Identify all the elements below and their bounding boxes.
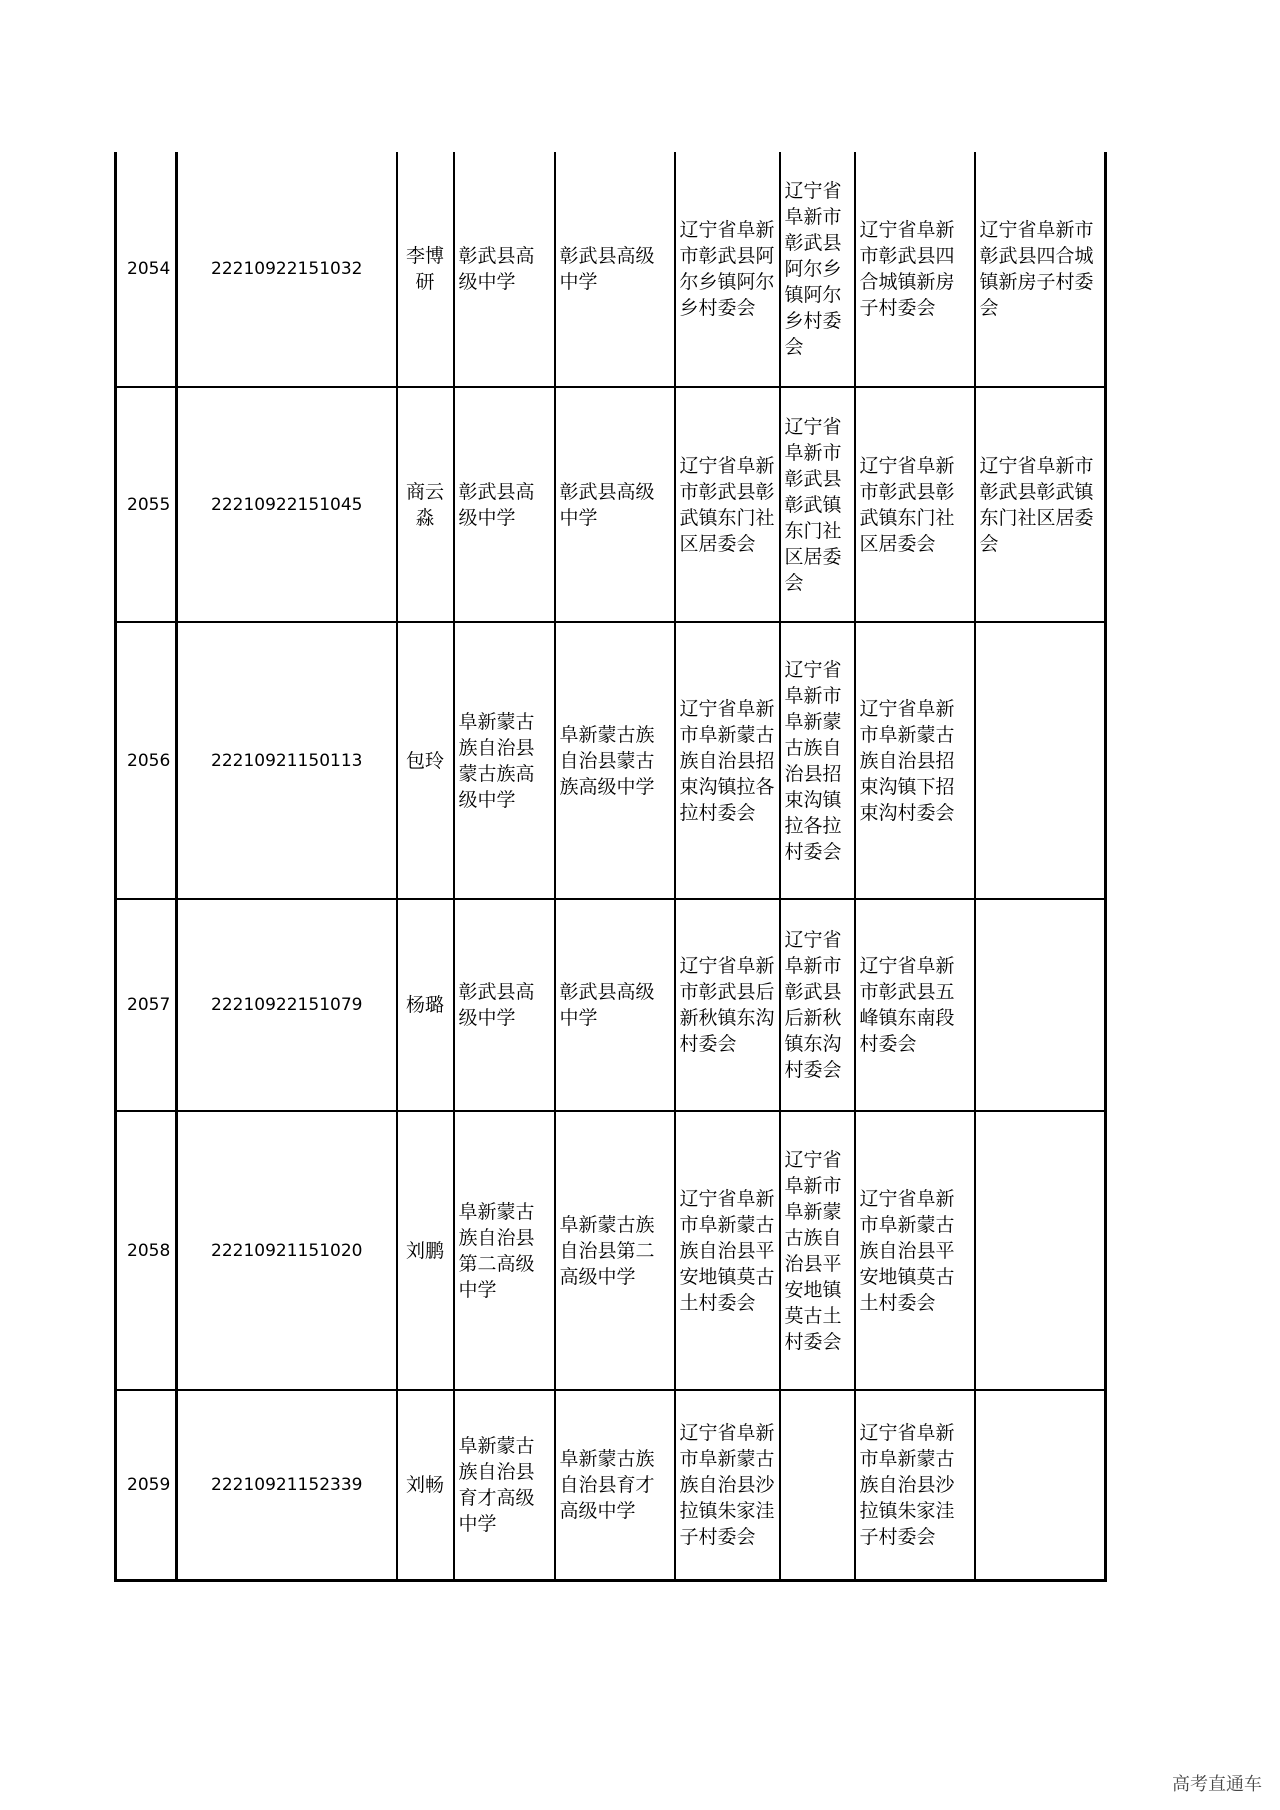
cell-index: 2059 — [116, 1390, 177, 1580]
cell-household — [975, 622, 1106, 899]
watermark-text: 高考直通车 — [1172, 1774, 1262, 1795]
cell-graduate-school: 阜新蒙古族自治县第二高级中学 — [555, 1111, 675, 1390]
cell-school: 彰武县高级中学 — [454, 387, 555, 622]
cell-school: 彰武县高级中学 — [454, 899, 555, 1111]
cell-name: 商云淼 — [397, 387, 454, 622]
cell-committee: 辽宁省阜新市彰武县彰武镇东门社区居委会 — [780, 387, 855, 622]
cell-graduate-school: 阜新蒙古族自治县蒙古族高级中学 — [555, 622, 675, 899]
cell-address: 辽宁省阜新市彰武县后新秋镇东沟村委会 — [675, 899, 780, 1111]
cell-household — [975, 1111, 1106, 1390]
cell-exam-number: 22210922151045 — [177, 387, 397, 622]
cell-household: 辽宁省阜新市彰武县彰武镇东门社区居委会 — [975, 387, 1106, 622]
cell-residence: 辽宁省阜新市阜新蒙古族自治县招束沟镇下招束沟村委会 — [855, 622, 975, 899]
table-row — [116, 899, 1106, 1111]
cell-name: 包玲 — [397, 622, 454, 899]
cell-name: 刘鹏 — [397, 1111, 454, 1390]
cell-index: 2057 — [116, 899, 177, 1111]
cell-address: 辽宁省阜新市彰武县阿尔乡镇阿尔乡村委会 — [675, 152, 780, 387]
cell-index: 2058 — [116, 1111, 177, 1390]
cell-committee: 辽宁省阜新市阜新蒙古族自治县招束沟镇拉各拉村委会 — [780, 622, 855, 899]
cell-exam-number: 22210921150113 — [177, 622, 397, 899]
cell-residence: 辽宁省阜新市彰武县彰武镇东门社区居委会 — [855, 387, 975, 622]
cell-address: 辽宁省阜新市阜新蒙古族自治县招束沟镇拉各拉村委会 — [675, 622, 780, 899]
cell-committee — [780, 1390, 855, 1580]
cell-name: 杨璐 — [397, 899, 454, 1111]
cell-graduate-school: 彰武县高级中学 — [555, 899, 675, 1111]
cell-exam-number: 22210922151032 — [177, 152, 397, 387]
cell-residence: 辽宁省阜新市彰武县四合城镇新房子村委会 — [855, 152, 975, 387]
cell-committee: 辽宁省阜新市彰武县阿尔乡镇阿尔乡村委会 — [780, 152, 855, 387]
cell-address: 辽宁省阜新市阜新蒙古族自治县沙拉镇朱家洼子村委会 — [675, 1390, 780, 1580]
cell-address: 辽宁省阜新市阜新蒙古族自治县平安地镇莫古土村委会 — [675, 1111, 780, 1390]
cell-committee: 辽宁省阜新市彰武县后新秋镇东沟村委会 — [780, 899, 855, 1111]
cell-index: 2054 — [116, 152, 177, 387]
cell-household: 辽宁省阜新市彰武县四合城镇新房子村委会 — [975, 152, 1106, 387]
cell-committee: 辽宁省阜新市阜新蒙古族自治县平安地镇莫古土村委会 — [780, 1111, 855, 1390]
cell-address: 辽宁省阜新市彰武县彰武镇东门社区居委会 — [675, 387, 780, 622]
table-row — [116, 1111, 1106, 1390]
cell-household — [975, 899, 1106, 1111]
student-roster-table — [114, 152, 1107, 1582]
cell-exam-number: 22210922151079 — [177, 899, 397, 1111]
cell-exam-number: 22210921152339 — [177, 1390, 397, 1580]
table-row — [116, 622, 1106, 899]
cell-school: 彰武县高级中学 — [454, 152, 555, 387]
cell-residence: 辽宁省阜新市阜新蒙古族自治县平安地镇莫古土村委会 — [855, 1111, 975, 1390]
cell-school: 阜新蒙古族自治县第二高级中学 — [454, 1111, 555, 1390]
cell-school: 阜新蒙古族自治县育才高级中学 — [454, 1390, 555, 1580]
cell-graduate-school: 彰武县高级中学 — [555, 387, 675, 622]
table-row — [116, 387, 1106, 622]
cell-school: 阜新蒙古族自治县蒙古族高级中学 — [454, 622, 555, 899]
cell-household — [975, 1390, 1106, 1580]
cell-residence: 辽宁省阜新市彰武县五峰镇东南段村委会 — [855, 899, 975, 1111]
cell-index: 2056 — [116, 622, 177, 899]
cell-graduate-school: 阜新蒙古族自治县育才高级中学 — [555, 1390, 675, 1580]
cell-index: 2055 — [116, 387, 177, 622]
cell-graduate-school: 彰武县高级中学 — [555, 152, 675, 387]
cell-name: 李博研 — [397, 152, 454, 387]
table-row — [116, 1390, 1106, 1580]
cell-residence: 辽宁省阜新市阜新蒙古族自治县沙拉镇朱家洼子村委会 — [855, 1390, 975, 1580]
table-row — [116, 152, 1106, 387]
cell-name: 刘畅 — [397, 1390, 454, 1580]
roster-body — [116, 152, 1106, 1580]
cell-exam-number: 22210921151020 — [177, 1111, 397, 1390]
